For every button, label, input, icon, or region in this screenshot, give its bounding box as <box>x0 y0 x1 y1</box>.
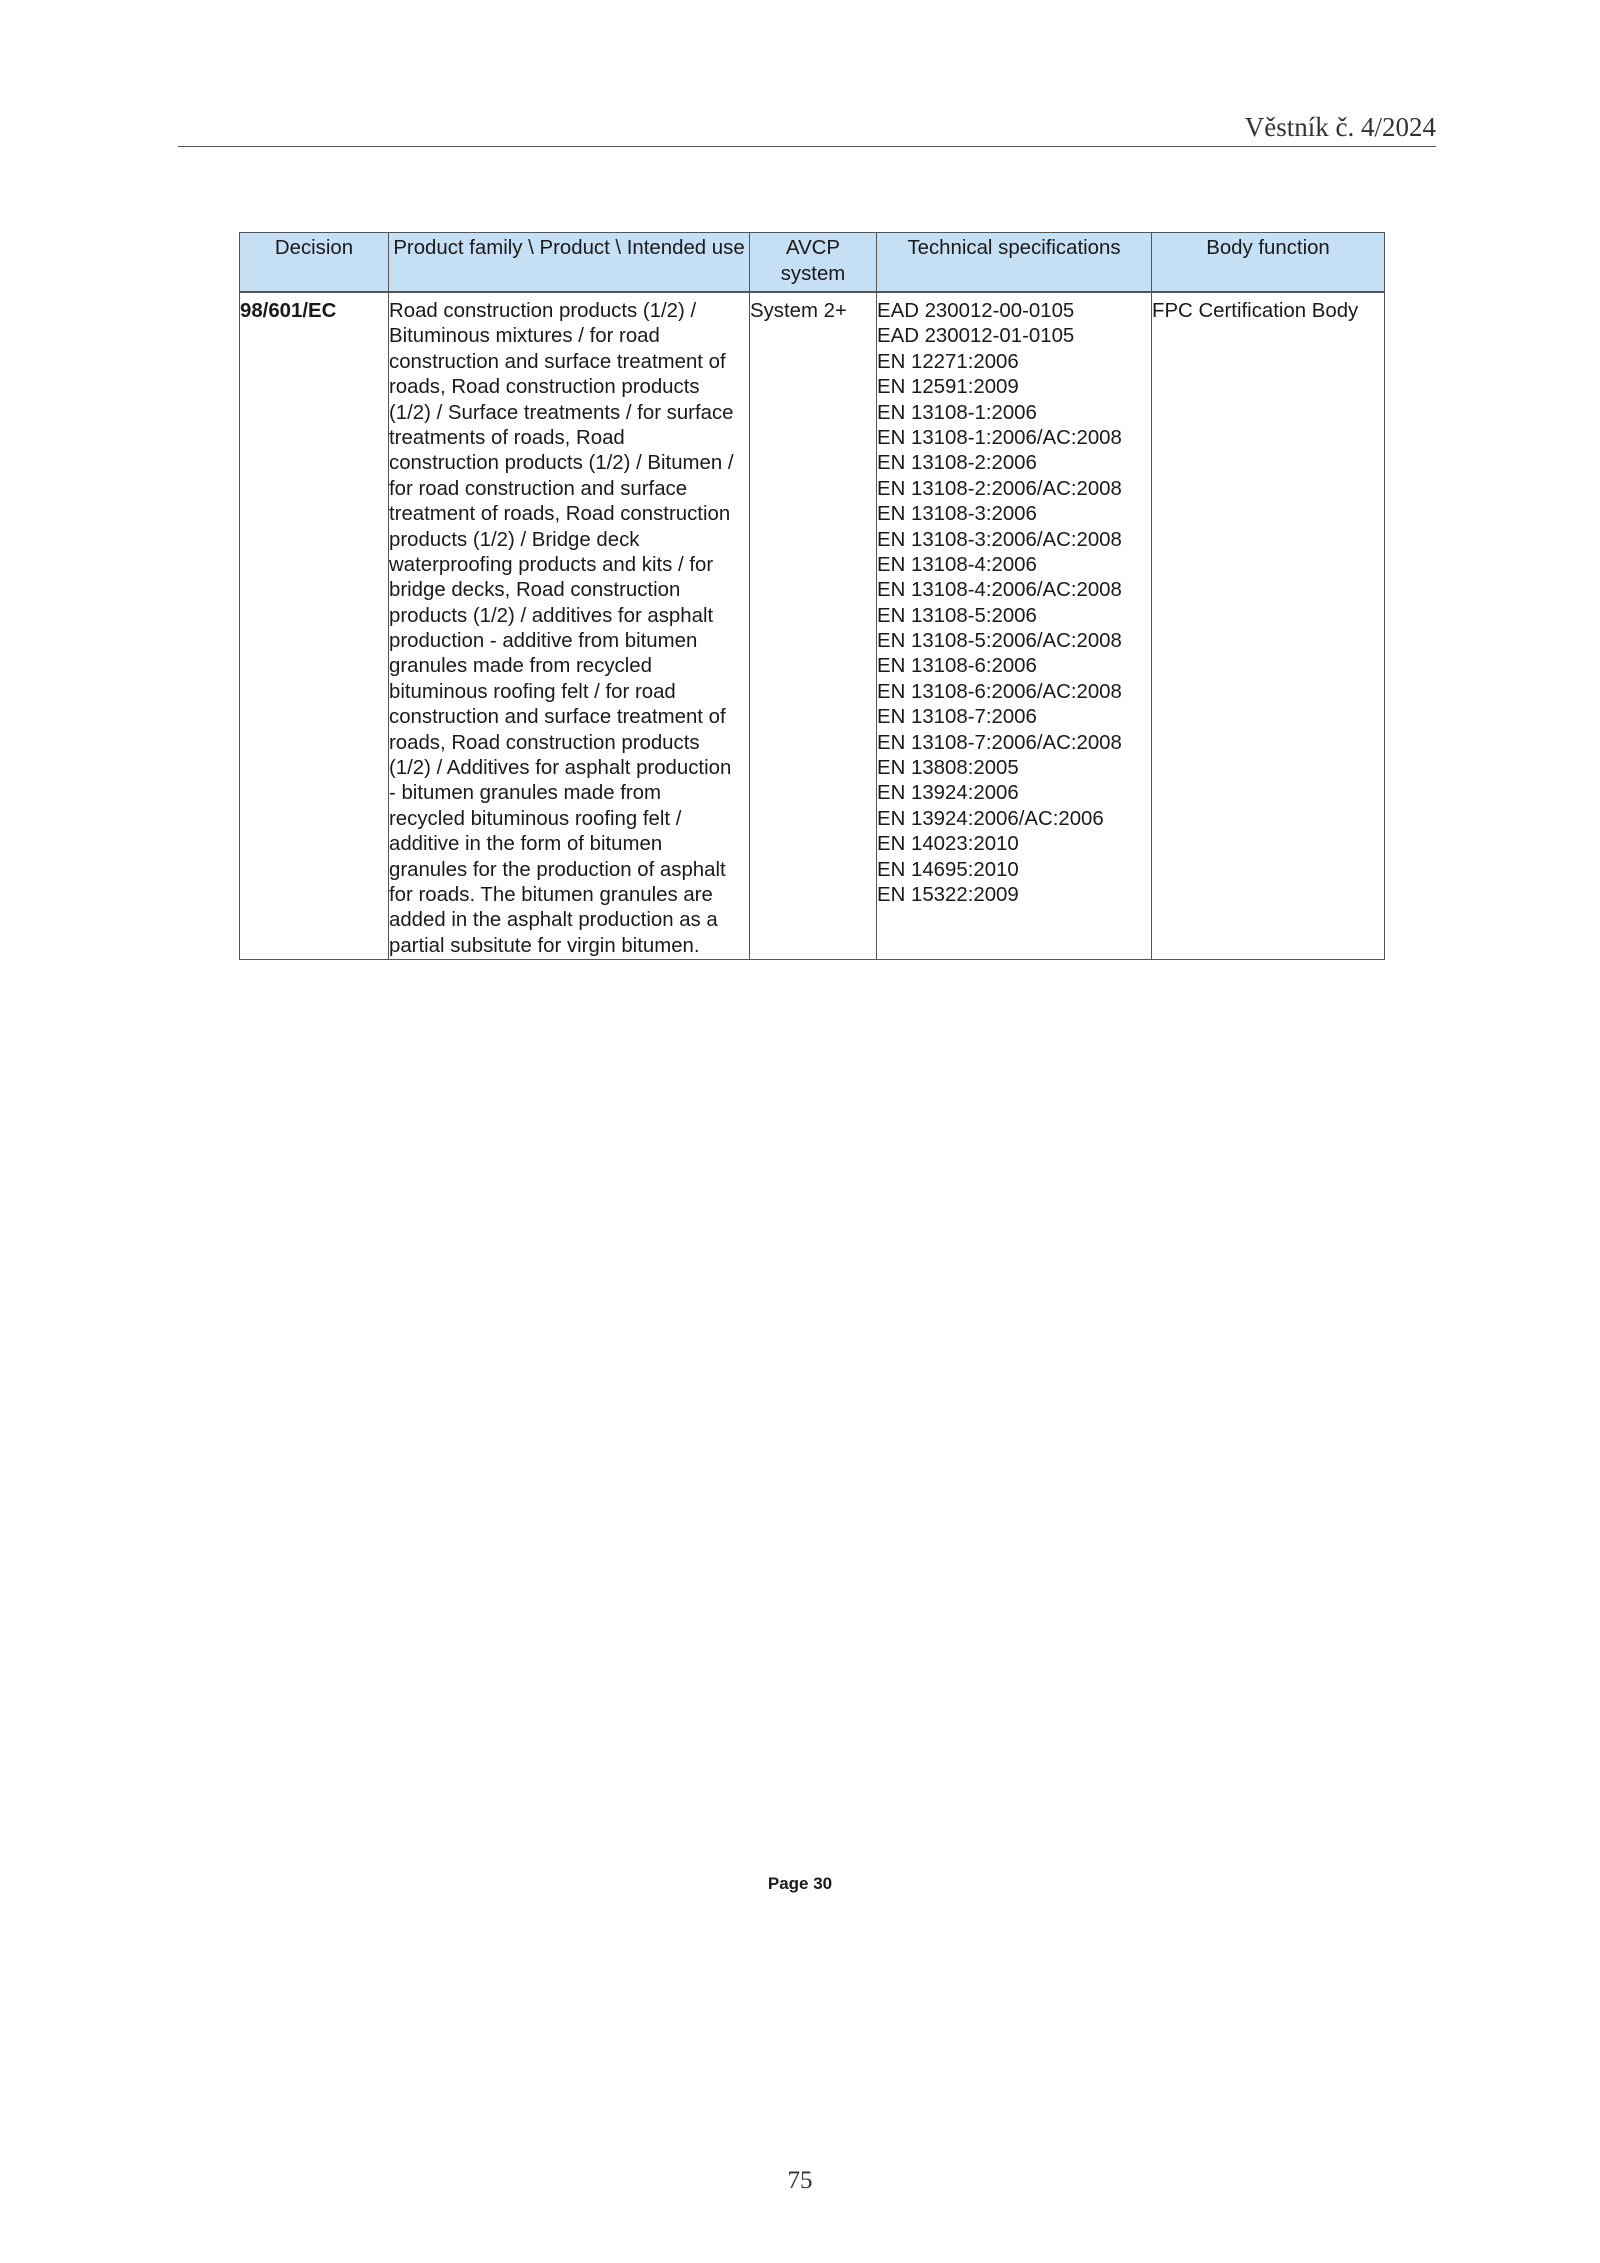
specification-line: EN 13924:2006 <box>877 782 1019 805</box>
specification-line: EAD 230012-01-0105 <box>877 325 1075 348</box>
product-line: treatment of roads, Road construction <box>389 503 731 526</box>
table-row <box>240 293 1385 960</box>
specification-line: EN 13108-7:2006/AC:2008 <box>877 731 1122 754</box>
specification-line: EN 13108-4:2006 <box>877 553 1037 576</box>
product-line: added in the asphalt production as a <box>389 909 718 932</box>
product-line: treatments of roads, Road <box>389 426 625 449</box>
specification-line: EN 13108-2:2006 <box>877 452 1037 475</box>
specification-line: EN 13924:2006/AC:2006 <box>877 807 1104 830</box>
product-line: production - additive from bitumen <box>389 630 698 653</box>
specification-line: EN 13108-6:2006 <box>877 655 1037 678</box>
product-line: construction and surface treatment of <box>389 706 726 729</box>
body-function-cell <box>1152 293 1385 960</box>
product-line: products (1/2) / Bridge deck <box>389 528 640 551</box>
avcp-system-value: System 2+ <box>750 300 847 322</box>
specification-line: EN 13108-1:2006 <box>877 401 1037 424</box>
specification-line: EN 14695:2010 <box>877 858 1019 881</box>
product-line: bituminous roofing felt / for road <box>389 680 676 703</box>
product-cell <box>389 293 750 960</box>
specification-line: EN 13108-1:2006/AC:2008 <box>877 426 1122 449</box>
specification-line: EN 13108-4:2006/AC:2008 <box>877 579 1122 602</box>
product-line: roads, Road construction products <box>389 731 700 754</box>
page-label: Page 30 <box>767 1874 833 1893</box>
product-line: bridge decks, Road construction <box>389 579 681 602</box>
product-line: additive in the form of bitumen <box>389 833 663 856</box>
specification-line: EN 13808:2005 <box>877 757 1019 780</box>
column-header-avcp: AVCP system <box>750 233 877 292</box>
specification-line: EN 13108-5:2006/AC:2008 <box>877 630 1122 653</box>
specification-line: EN 13108-3:2006 <box>877 503 1037 526</box>
specification-line: EN 14023:2010 <box>877 833 1019 856</box>
journal-title: Věstník č. 4/2024 <box>1244 112 1436 142</box>
specification-line: EN 15322:2009 <box>877 883 1019 906</box>
specification-line: EN 13108-7:2006 <box>877 706 1037 729</box>
product-line: roads, Road construction products <box>389 376 700 399</box>
specifications-cell <box>877 293 1152 960</box>
specification-line: EAD 230012-00-0105 <box>877 300 1075 322</box>
product-line: - bitumen granules made from <box>389 782 661 805</box>
specification-line: EN 12271:2006 <box>877 350 1019 373</box>
product-line: construction products (1/2) / Bitumen / <box>389 452 734 475</box>
decision-table <box>239 232 1385 960</box>
column-header-specifications: Technical specifications <box>877 233 1152 292</box>
column-header-decision: Decision <box>240 233 389 292</box>
product-line: granules for the production of asphalt <box>389 858 726 881</box>
body-function-value: FPC Certification Body <box>1152 300 1359 322</box>
product-line: partial subsitute for virgin bitumen. <box>389 934 700 957</box>
specification-line: EN 12591:2009 <box>877 376 1019 399</box>
product-line: granules made from recycled <box>389 655 652 678</box>
specification-line: EN 13108-6:2006/AC:2008 <box>877 680 1122 703</box>
product-line: construction and surface treatment of <box>389 350 726 373</box>
specification-line: EN 13108-2:2006/AC:2008 <box>877 477 1122 500</box>
product-line: recycled bituminous roofing felt / <box>389 807 682 830</box>
product-line: Bituminous mixtures / for road <box>389 325 660 348</box>
product-line: for road construction and surface <box>389 477 688 500</box>
journal-header <box>178 110 1436 147</box>
product-line: Road construction products (1/2) / <box>389 300 697 322</box>
specification-line: EN 13108-5:2006 <box>877 604 1037 627</box>
decision-cell <box>240 293 389 960</box>
product-line: for roads. The bitumen granules are <box>389 883 713 906</box>
product-line: products (1/2) / additives for asphalt <box>389 604 714 627</box>
specification-line: EN 13108-3:2006/AC:2008 <box>877 528 1122 551</box>
column-header-product: Product family \ Product \ Intended use <box>389 233 750 292</box>
product-line: waterproofing products and kits / for <box>389 553 714 576</box>
avcp-cell <box>750 293 877 960</box>
product-line: (1/2) / Surface treatments / for surface <box>389 401 734 424</box>
column-header-body-function: Body function <box>1152 233 1385 292</box>
table-header-row <box>240 233 1385 292</box>
decision-code: 98/601/EC <box>240 300 337 322</box>
product-line: (1/2) / Additives for asphalt production <box>389 757 732 780</box>
folio-number: 75 <box>787 2167 813 2194</box>
